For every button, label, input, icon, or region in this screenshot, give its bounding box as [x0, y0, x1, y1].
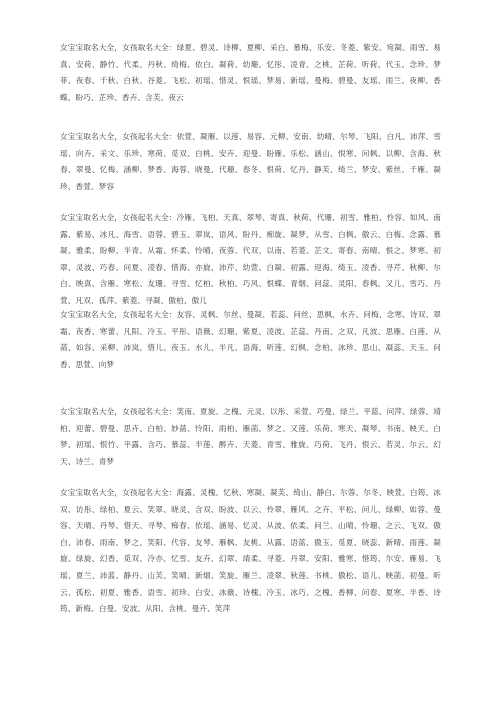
name-list-paragraph: 女宝宝取名大全，女孩起名大全：冷雁、飞柏、天真、翠琴、寄真、秋荷、代珊、初雪、雅柏、怜容、如风、南露、紫易、冰凡、海雪、语蓉、碧玉、翠岚、语风、盼丹、痴旋、凝梦、从雪、白枫、傲云、白梅、念露、慕凝、雅柔、盼柳、半青、从霜、怀柔、怜晴、夜蓉、代双、以南、若菱、芷文、寄春、南晴、恨之、梦寒、初翠、灵波、巧春、问夏、凌春、惜海、亦旋、沛芹、幼萱、白凝、初露、迎海、绮玉、凌香、寻芹、秋柳、尔白、映真、含雁、寒松、友珊、寻雪、忆柏、秋柏、巧风、恨蝶、青烟、问蕊、灵阳、春枫、又儿、雪巧、丹萱、凡双、孤萍、紫菱、寻凝、傲柏、傲儿: [60, 213, 441, 305]
name-list-paragraph: 女宝宝取名大全，女孩起名大全：笑南、夏旋、之槐、元灵、以彤、采萱、巧曼、绿兰、平蓝、问萍、绿蓉、靖柏、迎蕾、碧曼、思卉、白柏、妙菡、怜阳、雨柏、雁菡、梦之、又莲、乐荷、寒天、凝琴、书南、映天、白梦、初瑶、恨竹、平露、含巧、慕蕊、半莲、醉卉、天菱、青雪、雅旋、巧荷、飞丹、恨云、若灵、尔云、幻天、诗兰、青梦: [60, 407, 441, 466]
name-list-paragraph: 女宝宝取名大全，女孩起名大全：友容、灵枫、尔丝、曼凝、若蕊、问丝、思枫、水卉、问梅、念寒、诗双、翠霜、夜香、寒蕾、凡阳、冷玉、平彤、语薇、幻珊、紫夏、凌波、芷蕊、丹南、之双、凡波、思雁、白莲、从菡、如容、采柳、沛岚、惜儿、夜玉、水儿、半凡、语海、听莲、幻枫、念柏、冰珍、思山、凝蕊、天玉、问香、思萱、向梦: [60, 310, 441, 369]
name-list-paragraph: 女宝宝取名大全，女孩取名大全：绿夏、碧灵、诗柳、夏柳、采白、慕梅、乐安、冬菱、紫安、宛凝、雨雪、易真、安荷、静竹、代柔、丹秋、绮梅、依白、凝荷、幼珊、忆彤、凌青、之桃、芷荷、听荷、代玉、念珍、梦菲、夜春、千秋、白秋、谷菱、飞松、初瑶、惜灵、恨瑶、梦易、新瑶、曼梅、碧曼、友瑶、雨兰、夜柳、香蝶、盼巧、芷珍、香卉、含芙、夜云: [60, 43, 441, 102]
name-list-paragraph: 女宝宝取名大全，女孩起名大全：海露、灵槐、忆秋、寒凝、凝芙、绮山、静白、尔蓉、尔冬、映萱、白筠、冰双、访彤、绿柏、夏云、笑翠、晓灵、含双、盼波、以云、怜翠、雁风、之卉、平松、问儿、绿柳、如蓉、曼容、天晴、丹琴、惜天、寻琴、痴春、依瑶、涵易、忆灵、从波、依柔、问兰、山晴、怜珊、之云、飞双、傲白、沛春、雨南、梦之、笑阳、代容、友琴、雁枫、友桃、从露、语蓝、傲玉、觅夏、晓蕊、新晴、雨莲、凝旋、绿旋、幻香、觅双、冷亦、忆雪、友卉、幻翠、靖柔、寻菱、丹翠、安阳、雅寒、惜筠、尔安、雁易、飞瑶、夏兰、沛蓝、静丹、山芙、笑晴、新烟、笑旋、雁兰、凌翠、秋莲、书桃、傲松、语儿、映菡、初曼、听云、孤松、初夏、雅香、语雪、初珍、白安、冰薇、诗槐、冷玉、冰巧、之槐、香柳、问春、夏寒、半香、诗筠、新梅、白曼、安波、从阳、含桃、曼卉、笑萍: [60, 488, 441, 614]
name-list-paragraph: 女宝宝取名大全，女孩起名大全：依萱、凝雁、以莲、易容、元柳、安南、幼晴、尔琴、飞阳、白凡、沛萍、雪瑶、向卉、采文、乐珍、寒荷、觅双、白桃、安卉、迎曼、盼雁、乐松、涵山、恨寒、问枫、以柳、含海、秋春、翠曼、忆梅、涵柳、梦香、海蓉、晓曼、代珊、春冬、恨荷、忆丹、静芙、绮兰、梦安、紫丝、千雁、凝珍、香萱、梦容: [60, 132, 441, 191]
